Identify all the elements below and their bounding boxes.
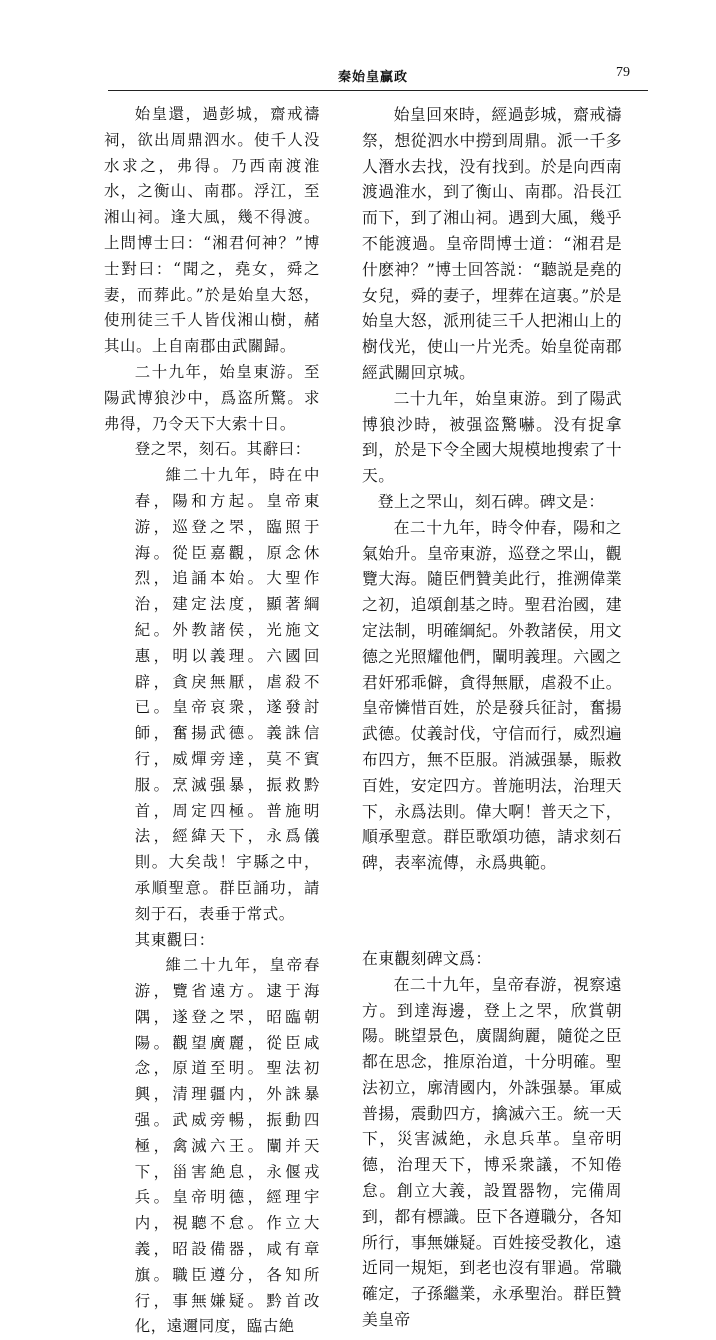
translation-paragraph: 登上之罘山，刻石碑。碑文是： — [377, 491, 605, 511]
translation-column — [362, 102, 622, 1333]
running-title: 秦始皇贏政 — [338, 70, 409, 85]
inscription-text: 維二十九年，皇帝春游，覽省遠方。逮于海隅，遂登之罘，昭臨朝陽。觀望廣麗，從臣咸念，原道至明。聖法初興，清理疆内，外誅暴强。武威旁暢，振動四極，禽滅六王。闡并天下，甾害絶息，永偃戎兵。皇帝明德，經理宇内，視聽不怠。作立大義，昭設備器，咸有章旗。職臣遵分，各知所行，事無嫌疑。黔首改化，遠邇同度，臨古絶 — [134, 956, 320, 1336]
inscription-text: 維二十九年，時在中春，陽和方起。皇帝東游，巡登之罘，臨照于海。從臣嘉觀，原念休烈，追誦本始。大聖作治，建定法度，顯著綱紀。外教諸侯，光施文惠，明以義理。六國回辟，貪戾無厭，虐殺不已。皇帝哀衆，遂發討師，奮揚武德。義誅信行，威燀旁達，莫不賓服。烹滅强暴，振救黔首，周定四極。普施明法，經緯天下，永爲儀則。大矣哉！宇縣之中，承順聖意。群臣誦功，請刻于石，表垂于常式。 — [134, 466, 320, 923]
translation-paragraph: 在東觀刻碑文爲： — [362, 948, 492, 968]
translation-paragraph: 在二十九年，皇帝春游，視察遠方。到達海邊，登上之罘，欣賞朝陽。眺望景色，廣闊絢麗，隨從之臣都在思念，推原治道，十分明確。聖法初立，廓清國内，外誅强暴。軍威普揚，震動四方，擒滅六王。統一天下，災害滅絶，永息兵革。皇帝明德，治理天下，博采衆議，不知倦怠。創立大義，設置器物，完備周到，都有標識。臣下各遵職分，各知所行，事無嫌疑。百姓接受教化，遠近同一規矩，到老也沒有罪過。常職確定，子孫繼業，永承聖治。群臣贊美皇帝 — [362, 974, 622, 1330]
classical-paragraph: 登之罘，刻石。其辭曰： — [134, 440, 311, 459]
classical-paragraph: 其東觀曰： — [134, 930, 215, 949]
page-header — [108, 60, 648, 91]
translation-paragraph: 始皇回來時，經過彭城，齋戒禱祭，想從泗水中撈到周鼎。派一千多人潛水去找，没有找到。於是向西南渡過淮水，到了衡山、南郡。沿長江而下，到了湘山祠。遇到大風，幾乎不能渡過。皇帝問博士道：“湘君是什麽神？”博士回答説：“聽説是堯的女兒，舜的妻子，埋葬在這裏。”於是始皇大怒，派刑徒三千人把湘山上的樹伐光，使山一片光秃。始皇從南郡經武關回京城。 — [362, 105, 622, 382]
page-number: 79 — [616, 65, 630, 80]
classical-text-column — [104, 102, 320, 1340]
classical-paragraph: 始皇還，過彭城，齋戒禱祠，欲出周鼎泗水。使千人没水求之，弗得。乃西南渡淮水，之衡山、南郡。浮江，至湘山祠。逢大風，幾不得渡。上問博士曰：“湘君何神？”博士對曰：“聞之，堯女，舜之妻，而葬此。”於是始皇大怒，使刑徒三千人皆伐湘山樹，赭其山。上自南郡由武關歸。 — [104, 105, 320, 356]
classical-paragraph: 二十九年，始皇東游。至陽武博狼沙中，爲盗所驚。求弗得，乃令天下大索十日。 — [104, 362, 320, 433]
translation-paragraph: 在二十九年，時令仲春，陽和之氣始升。皇帝東游，巡登之罘山，觀覽大海。隨臣們贊美此行，推溯偉業之初，追頌創基之時。聖君治國，建定法制，明確綱紀。外教諸侯，用文德之光照耀他們，闡明義理。六國之君奸邪乖僻，貪得無厭，虐殺不止。皇帝憐惜百姓，於是發兵征討，奮揚武德。仗義討伐，守信而行，威烈遍布四方，無不臣服。消滅强暴，賑救百姓，安定四方。普施明法，治理天下，永爲法則。偉大啊！普天之下，順承聖意。群臣歌頌功德，請求刻石碑，表率流傳，永爲典範。 — [362, 517, 622, 873]
translation-paragraph: 二十九年，始皇東游。到了陽武博狼沙時，被强盗驚嚇。没有捉拿到，於是下令全國大規模地搜索了十天。 — [362, 388, 622, 486]
